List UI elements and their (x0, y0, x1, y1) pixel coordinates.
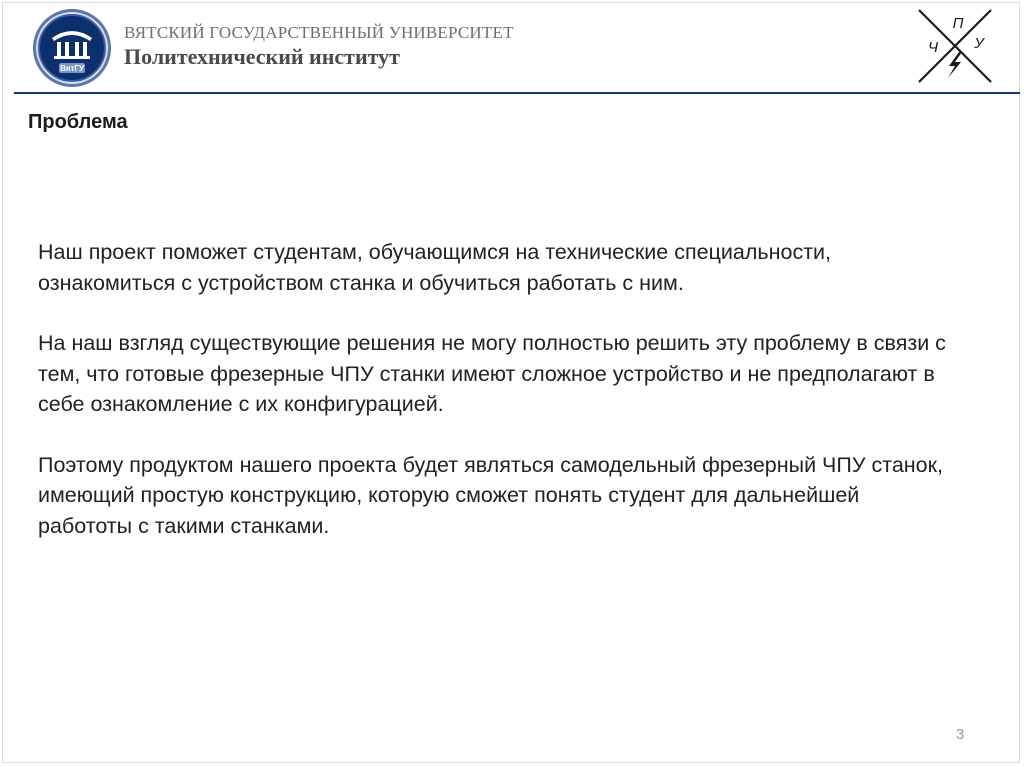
emblem-letter-p: П (952, 15, 964, 32)
logo-text: ВятГУ (60, 64, 84, 73)
paragraph-2: На наш взгляд существующие решения не могу полностью решить эту проблему в связи с тем, что готовые фрезерные ЧПУ станки имеют сложное устройство и не предполагают в себе ознакомление с их конфигурацией. (38, 331, 946, 416)
header-rule (14, 92, 1020, 94)
institute-name: Политехнический институт (124, 44, 400, 69)
lightning-icon (948, 52, 962, 78)
university-logo (32, 8, 112, 88)
page-number: 3 (956, 726, 965, 743)
university-name: ВЯТСКИЙ ГОСУДАРСТВЕННЫЙ УНИВЕРСИТЕТ (124, 23, 514, 42)
header (124, 22, 514, 70)
emblem-letter-u: У (974, 35, 984, 52)
slide-title: Проблема (28, 111, 128, 133)
paragraph-3: Поэтому продуктом нашего проекта будет являться самодельный фрезерный ЧПУ станок, имеющий простую конструкцию, которую сможет понять студент для дальнейшей работоты с такими станками. (38, 452, 943, 538)
slide-body (38, 237, 958, 571)
pchu-emblem (915, 6, 995, 86)
paragraph-1: Наш проект поможет студентам, обучающимся на технические специальности, ознакомиться с устройством станка и обучиться работать с ним. (38, 240, 832, 295)
emblem-letter-ch: Ч (927, 39, 939, 56)
